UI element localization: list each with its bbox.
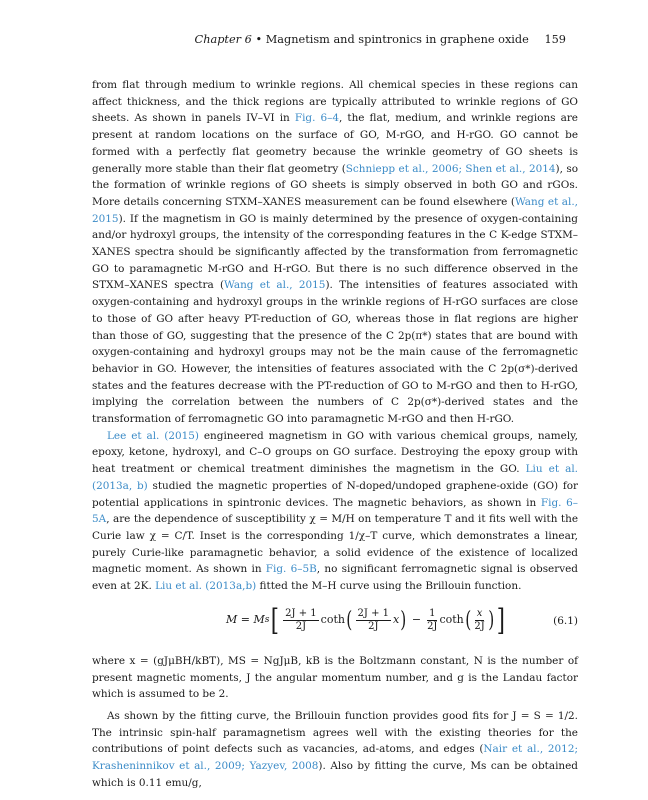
text: ). Also by fitting the curve, Ms can be obtained which is 0.11 emu/g, (92, 760, 578, 789)
citation-link[interactable]: Schniepp et al., 2006; Shen et al., 2014 (345, 162, 556, 175)
running-header (195, 33, 566, 46)
citation-link[interactable]: Liu et al. (2013a,b) (155, 580, 257, 593)
close-paren-icon: ) (487, 607, 495, 633)
close-paren-icon: ) (400, 607, 407, 633)
text: , no significant ferromagnetic signal is observed even at 2K. (92, 563, 578, 593)
page-number: 159 (544, 33, 566, 46)
text: studied the magnetic properties of N-doped/undoped graphene-oxide (GO) for potential applications in spintronic devices. The magnetic behaviors, as shown in (92, 479, 578, 509)
denominator: 2J (295, 621, 307, 633)
figure-link[interactable]: Fig. 6–4 (294, 112, 339, 125)
equation-body (226, 601, 507, 641)
body-text (92, 77, 578, 791)
citation-link[interactable]: Lee et al. (2015) (107, 429, 199, 442)
text: , the flat, medium, and wrinkle regions are present at random locations on the surface of GO, M-rGO, and H-rGO. GO cannot be formed with a perfectly flat geometry because the wrinkle geometry of GO sheets is generally more stable than their flat geometry ( (92, 112, 578, 175)
numerator: 1 (429, 608, 436, 620)
citation-link[interactable]: Wang et al., 2015 (92, 195, 579, 225)
text: , are the dependence of susceptibility χ = M/H on temperature T and it fits well with the Curie law χ = C/T. Inset is the corresponding 1/χ–T curve, which demonstrates a linear, purely Curie-like paramagnetic behavior, a solid evidence of the existence of localized magnetic moment. As shown in (92, 513, 578, 576)
open-paren-icon: ( (465, 607, 472, 633)
fraction (283, 608, 318, 633)
coth-fn: coth (439, 613, 464, 627)
paragraph-2 (92, 428, 578, 595)
numerator: 2J + 1 (285, 608, 317, 620)
open-bracket-icon: [ (271, 602, 280, 638)
figure-link[interactable]: Fig. 6–5B (265, 563, 317, 576)
eq-lhs-sub: s (264, 614, 270, 626)
citation-link[interactable]: Nair et al., 2012; Krasheninnikov et al., 2009; Yazyev, 2008 (92, 743, 578, 773)
eq-minus: − (411, 613, 422, 627)
eq-lhs: M = M (226, 613, 265, 627)
paragraph-1 (92, 77, 578, 428)
paragraph-3 (92, 653, 578, 703)
numerator: 2J + 1 (357, 608, 390, 620)
denominator: 2J (368, 621, 379, 633)
text: fitted the M–H curve using the Brillouin function. (256, 580, 522, 593)
citation-link[interactable]: Liu et al. (2013a, b) (92, 463, 578, 492)
equation-number: (6.1) (553, 614, 578, 627)
paragraph-4 (92, 708, 578, 792)
eq-x: x (393, 613, 400, 627)
text: ). The intensities of features associated with oxygen-containing and hydroxyl groups in the wrinkle regions of H-rGO surfaces are close to those of GO after heavy PT-reduction of GO, whereas those in flat regions are higher than those of GO, suggesting that the presence of the C 2p(π*) states that are bound with oxygen-containing and hydroxyl groups may not be the main cause of the ferromagnetic behavior in GO. However, the intensities of features associated with the C 2p(σ*)-derived states and the features decrease with the PT-reduction of GO to M-rGO and then to H-rGO, implying the correlation between the numbers of C 2p(σ*)-derived states and the transformation of ferromagnetic GO into paramagnetic M-rGO and then H-rGO. (92, 279, 578, 426)
text: where x = (gJμBH/kBT), MS = NgJμB, kB is the Boltzmann constant, N is the number of present magnetic moments, J the angular momentum number, and g is the Landau factor which is assumed to be 2. (92, 654, 578, 701)
fraction (427, 608, 437, 633)
denominator: 2J (474, 621, 485, 633)
fraction (356, 608, 391, 633)
coth-fn: coth (320, 613, 345, 627)
citation-link[interactable]: Wang et al., 2015 (224, 279, 326, 292)
text: engineered magnetism in GO with various chemical groups, namely, epoxy, ketone, hydroxyl, and C–O groups on GO surface. Destroying the epoxy group with heat treatment or chemical treatment diminishes the magnetism in the GO. (92, 429, 578, 476)
denominator: 2J (427, 621, 438, 633)
equation-6-1 (92, 599, 578, 647)
close-bracket-icon: ] (497, 602, 506, 638)
figure-link[interactable]: Fig. 6–5A (92, 496, 579, 526)
text: ). If the magnetism in GO is mainly determined by the presence of oxygen-containing and/or hydroxyl groups, the intensity of the corresponding features in the C K-edge STXM–XANES spectra should be significantly affected by the transformation from ferromagnetic GO to paramagnetic M-rGO and H-rGO. But there is no such difference observed in the STXM–XANES spectra ( (92, 212, 578, 292)
text: As shown by the fitting curve, the Brillouin function provides good fits for J = S = 1/2. The intrinsic spin-half paramagnetism agrees well with the existing theories for the contributions of point defects such as vacancies, ad-atoms, and edges ( (92, 709, 578, 756)
chapter-label: Chapter 6 (194, 33, 252, 46)
fraction (474, 608, 484, 633)
text: ), so the formation of wrinkle regions of GO sheets is simply observed in both GO and rGOs. More details concerning STXM–XANES measurement can be found elsewhere ( (92, 162, 578, 208)
open-paren-icon: ( (346, 607, 353, 633)
numerator: x (476, 608, 483, 620)
text: from flat through medium to wrinkle regions. All chemical species in these regions can affect thickness, and the thick regions are typically attributed to wrinkle regions of GO sheets. As shown in panels IV–VI in (92, 79, 578, 125)
header-bullet: • (255, 33, 263, 46)
chapter-title: Magnetism and spintronics in graphene oxide (265, 33, 529, 46)
